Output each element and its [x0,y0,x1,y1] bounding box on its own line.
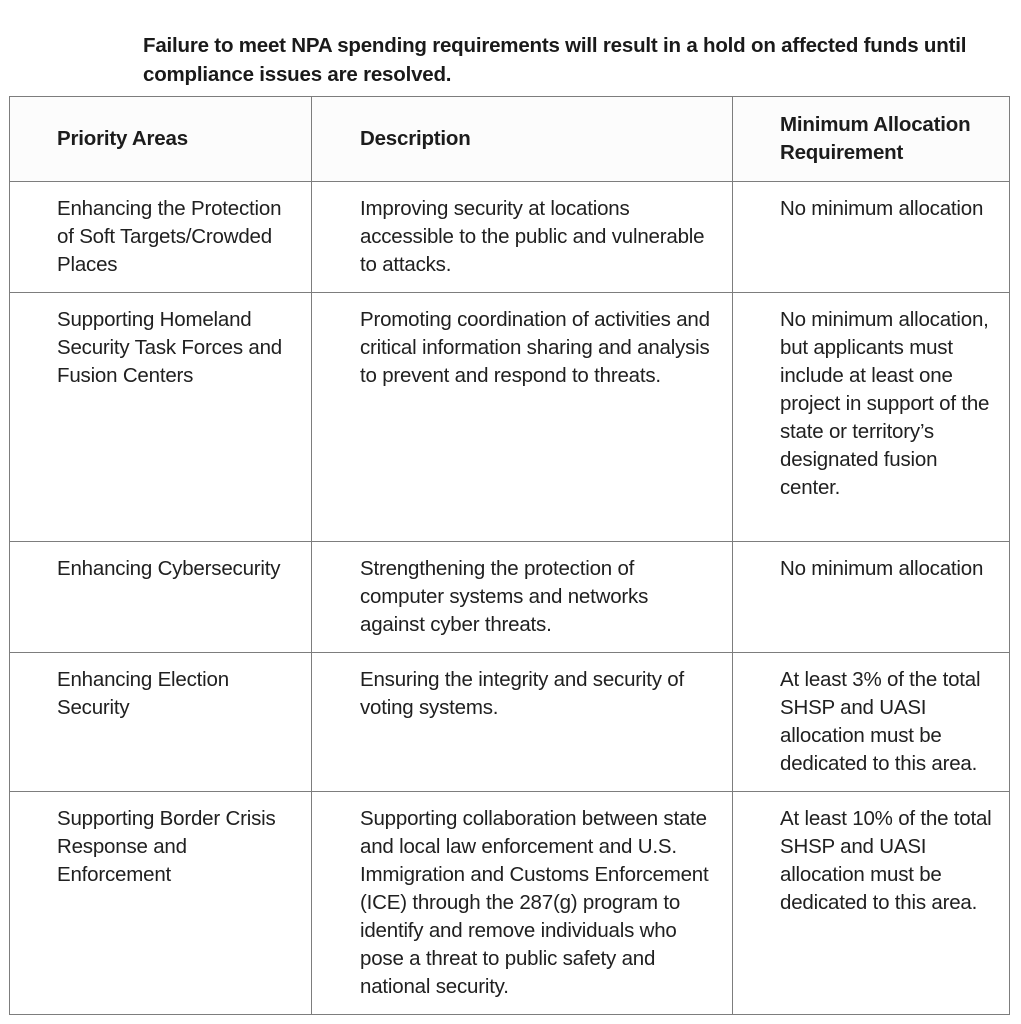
requirement-cell: No minimum allocation [733,182,1010,293]
header-priority-areas: Priority Areas [10,97,312,182]
requirement-cell: At least 3% of the total SHSP and UASI allocation must be dedicated to this area. [733,653,1010,792]
table-row [10,792,1010,1015]
description-cell: Strengthening the protection of computer systems and networks against cyber threats. [312,542,733,653]
priority-area-cell: Enhancing Election Security [10,653,312,792]
table-row [10,293,1010,542]
compliance-notice: Failure to meet NPA spending requirements will result in a hold on affected funds until compliance issues are resolved. [143,33,967,86]
table-row [10,182,1010,293]
priority-areas-table [9,96,1010,1015]
description-cell: Ensuring the integrity and security of voting systems. [312,653,733,792]
description-cell: Supporting collaboration between state and local law enforcement and U.S. Immigration and Customs Enforcement (ICE) through the 287(g) program to identify and remove individuals who pose a threat to public safety and national security. [312,792,733,1015]
priority-area-cell: Supporting Border Crisis Response and Enforcement [10,792,312,1015]
description-cell: Promoting coordination of activities and critical information sharing and analysis to prevent and respond to threats. [312,293,733,542]
requirement-cell: At least 10% of the total SHSP and UASI allocation must be dedicated to this area. [733,792,1010,1015]
priority-area-cell: Supporting Homeland Security Task Forces and Fusion Centers [10,293,312,542]
priority-area-cell: Enhancing the Protection of Soft Targets/Crowded Places [10,182,312,293]
header-minimum-allocation: Minimum Allocation Requirement [733,97,1010,182]
table-row [10,653,1010,792]
header-description: Description [312,97,733,182]
priority-area-cell: Enhancing Cybersecurity [10,542,312,653]
table-row [10,542,1010,653]
table-header-row [10,97,1010,182]
requirement-cell: No minimum allocation, but applicants must include at least one project in support of the state or territory’s designated fusion center. [733,293,1010,542]
description-cell: Improving security at locations accessible to the public and vulnerable to attacks. [312,182,733,293]
requirement-cell: No minimum allocation [733,542,1010,653]
